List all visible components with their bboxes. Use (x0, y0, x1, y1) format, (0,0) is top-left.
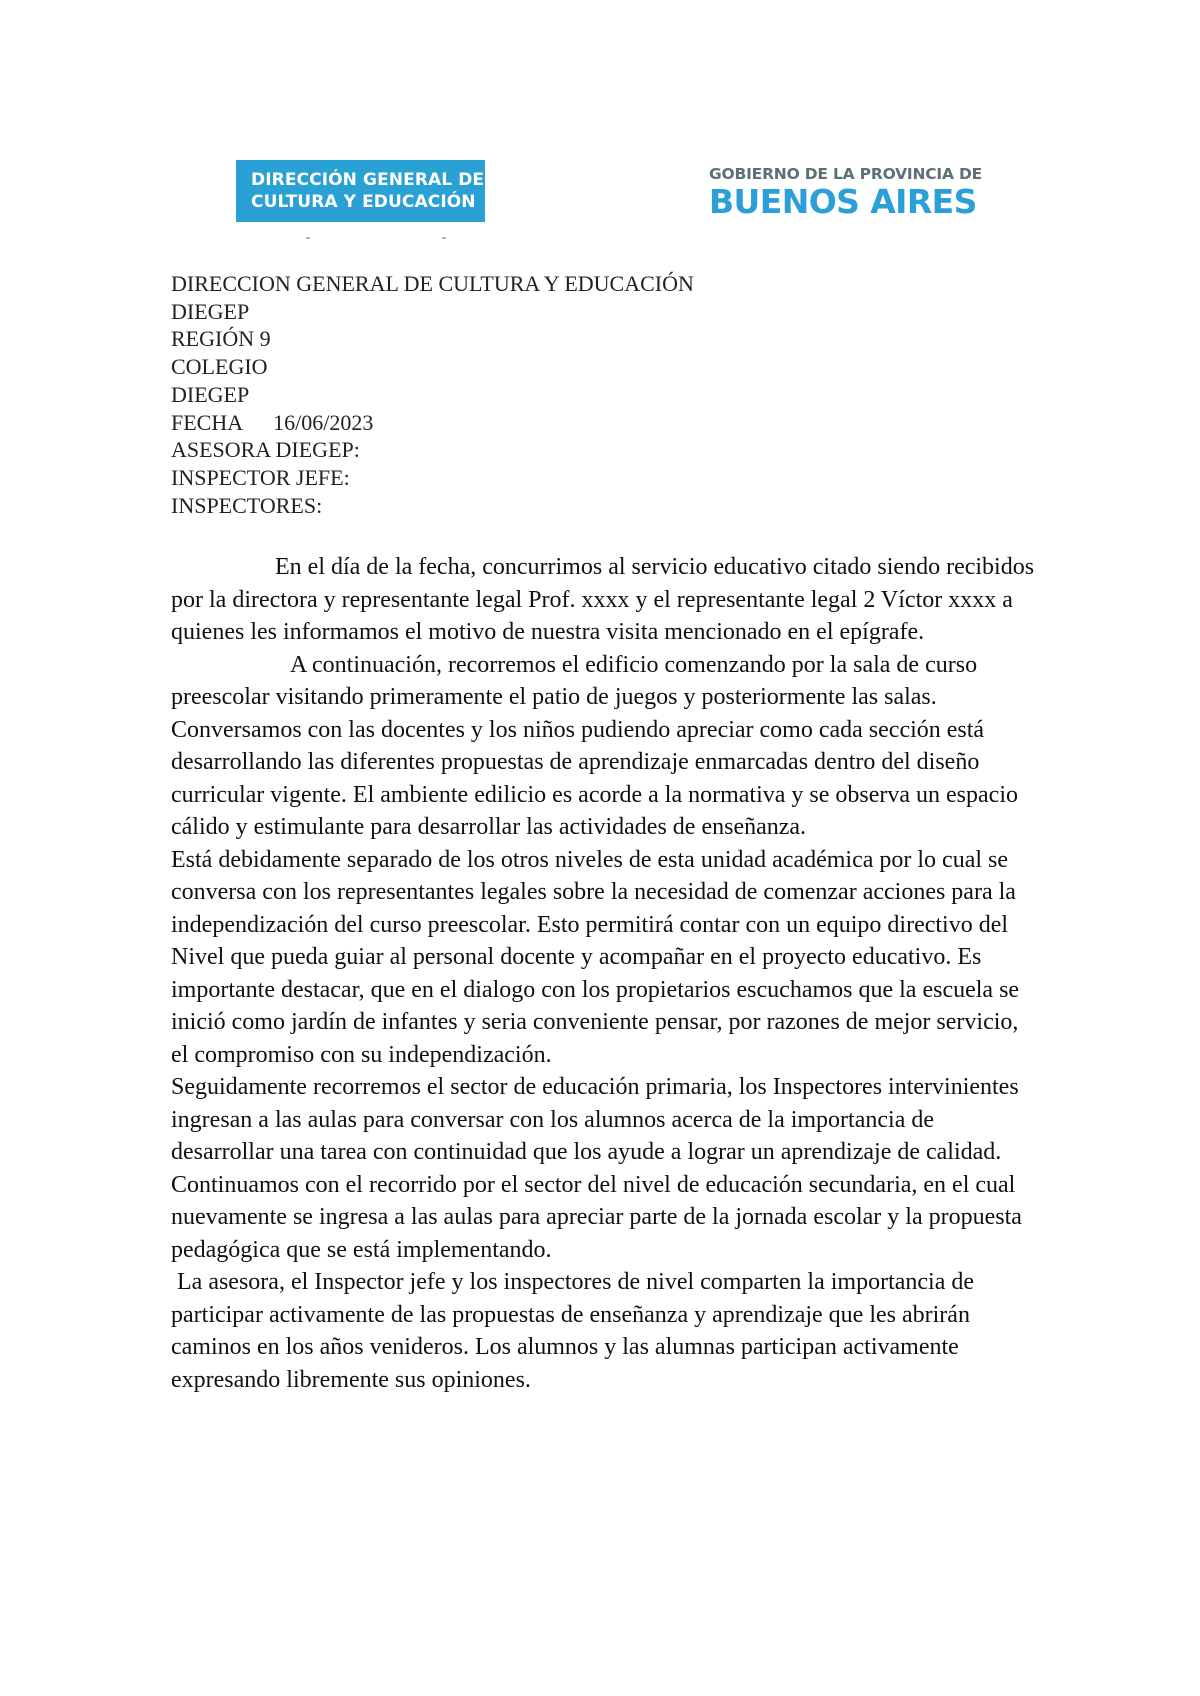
body-paragraph-5: Continuamos con el recorrido por el sector del nivel de educación secundaria, en el cual nuevamente se ingresa a las aulas para apreciar parte de la jornada escolar y la propuesta pedagógica que se está implementando. (171, 1171, 1022, 1263)
header-institution: DIRECCION GENERAL DE CULTURA Y EDUCACIÓN (171, 271, 694, 296)
body-paragraph-2: A continuación, recorremos el edificio comenzando por la sala de curso preescolar visitando primeramente el patio de juegos y posteriormente las salas. Conversamos con las docentes y los niños pudiendo apreciar como cada sección está desarrollando las diferentes propuestas de aprendizaje enmarcadas dentro del diseño curricular vigente. El ambiente edilicio es acorde a la normativa y se observa un espacio cálido y estimulante para desarrollar las actividades de enseñanza. (171, 651, 1018, 840)
body-paragraph-3: Está debidamente separado de los otros niveles de esta unidad académica por lo cual se conversa con los representantes legales sobre la necesidad de comenzar acciones para la independización del curso preescolar. Esto permitirá contar con un equipo directivo del Nivel que pueda guiar al personal docente y acompañar en el proyecto educativo. Es importante destacar, que en el dialogo con los propietarios escuchamos que la escuela se inició como jardín de infantes y seria conveniente pensar, por razones de mejor servicio, el compromiso con su independización. (171, 846, 1020, 1068)
dgce-logo-underline (246, 237, 446, 239)
gba-logo (709, 165, 989, 221)
header-asesora: ASESORA DIEGEP: (171, 437, 360, 463)
header-diegep-2: DIEGEP (171, 381, 250, 407)
header-colegio: COLEGIO (171, 354, 268, 380)
dgce-logo-line2: CULTURA Y EDUCACIÓN (251, 192, 476, 212)
header-fecha (171, 409, 694, 437)
body-paragraph-6: La asesora, el Inspector jefe y los inspectores de nivel comparten la importancia de participar activamente de las propuestas de enseñanza y aprendizaje que les abrirán caminos en los años venideros. Los alumnos y las alumnas participan activamente expresando libremente sus opiniones. (171, 1269, 981, 1393)
body-paragraph-1: En el día de la fecha, concurrimos al servicio educativo citado siendo recibidos por la directora y representante legal Prof. xxxx y el representante legal 2 Víctor xxxx a quienes les informamos el motivo de nuestra visita mencionado en el epígrafe. (171, 554, 1035, 645)
gba-logo-line1: GOBIERNO DE LA PROVINCIA DE (709, 165, 983, 183)
header-region: REGIÓN 9 (171, 326, 271, 352)
body-paragraph-4: Seguidamente recorremos el sector de educación primaria, los Inspectores intervinientes ingresan a las aulas para conversar con los alumnos acerca de la importancia de desarrollar una tarea con continuidad que los ayude a lograr un aprendizaje de calidad. (171, 1074, 1019, 1165)
header-inspector-jefe: INSPECTOR JEFE: (171, 464, 350, 490)
document-body (171, 551, 1041, 1396)
document-header (171, 270, 694, 519)
dgce-logo-line1: DIRECCIÓN GENERAL DE (251, 170, 485, 190)
gba-logo-line2: BUENOS AIRES (709, 182, 977, 221)
fecha-value: 16/06/2023 (273, 409, 374, 435)
fecha-label: FECHA (171, 409, 244, 435)
header-diegep: DIEGEP (171, 298, 250, 324)
dgce-logo (236, 160, 485, 222)
header-inspectores: INSPECTORES: (171, 492, 323, 518)
